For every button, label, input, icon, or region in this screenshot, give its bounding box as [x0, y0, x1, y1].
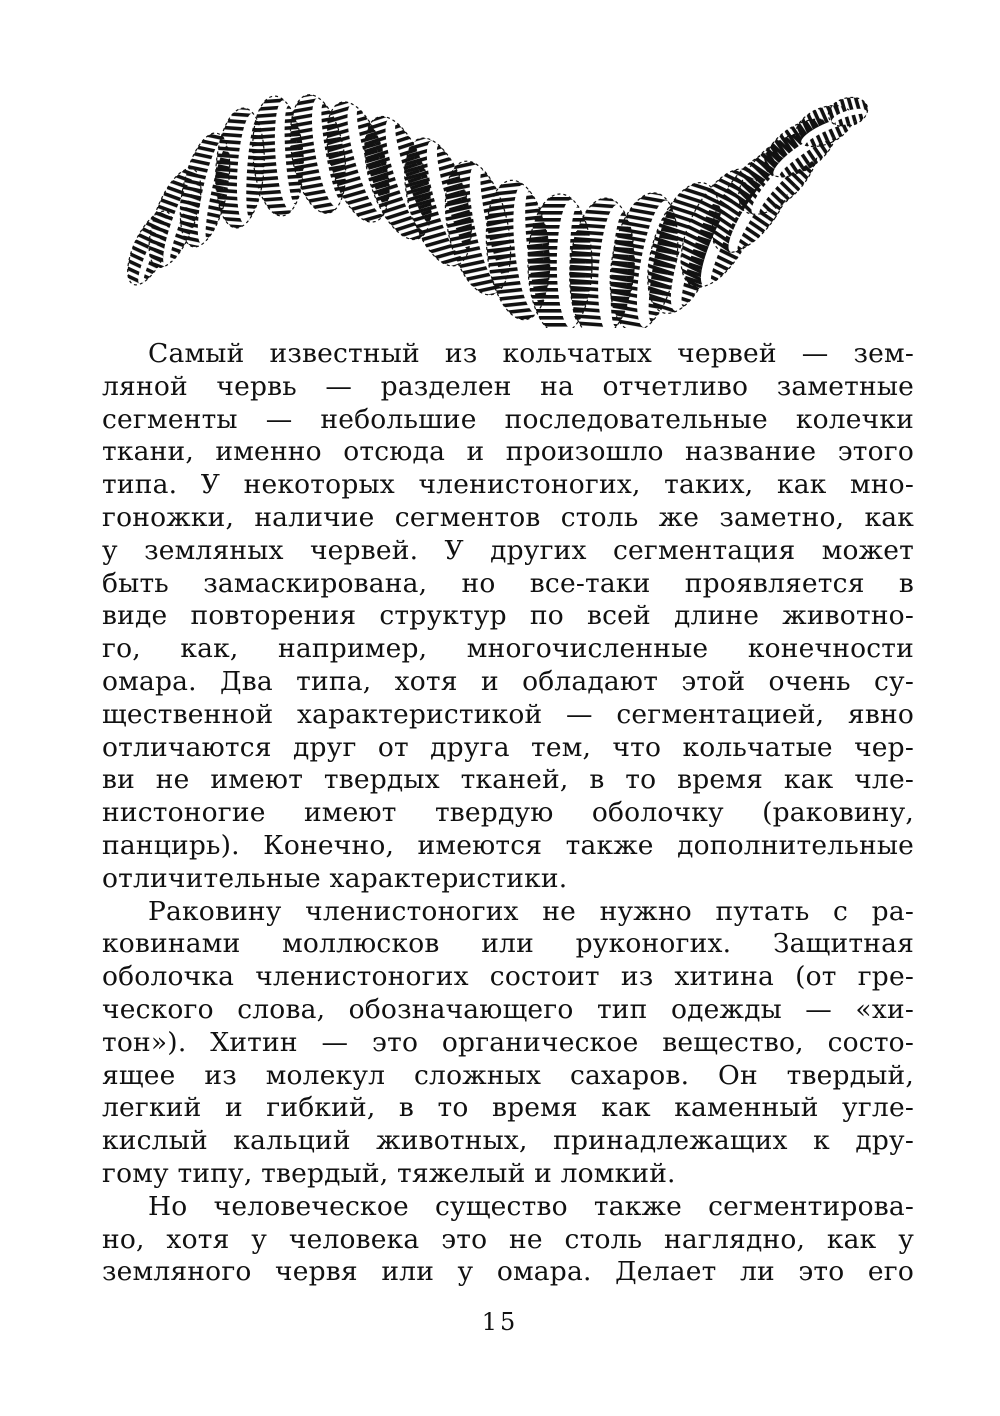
text-line: отличаются друг от друга тем, что кольчатые чер-: [102, 731, 914, 763]
text-line: типа. У некоторых членистоногих, таких, как мно-: [102, 469, 914, 501]
worm-segments: [120, 90, 871, 328]
text-line: тон»). Хитин — это органическое вещество, состо-: [102, 1026, 914, 1058]
text-line: ческого слова, обозначающего тип одежды — «хи-: [102, 993, 914, 1025]
text-line: Раковину членистоногих не нужно путать с ра-: [148, 895, 914, 927]
text-line: омара. Два типа, хотя и обладают этой очень су-: [102, 665, 914, 697]
text-line: гому типу, твердый, тяжелый и ломкий.: [102, 1157, 676, 1189]
text-line: ляной червь — разделен на отчетливо заметные: [102, 370, 914, 402]
text-line: ковинами моллюсков или руконогих. Защитная: [102, 928, 914, 960]
text-line: кислый кальций животных, принадлежащих к дру-: [102, 1125, 914, 1157]
text-line: ткани, именно отсюда и произошло название этого: [102, 436, 914, 468]
text-line: у земляных червей. У других сегментация может: [102, 534, 914, 566]
text-line: ящее из молекул сложных сахаров. Он твердый,: [102, 1059, 914, 1091]
text-line: панцирь). Конечно, имеются также дополнительные: [102, 829, 914, 861]
text-line: легкий и гибкий, в то время как каменный угле-: [102, 1092, 914, 1124]
text-line: ви не имеют твердых тканей, в то время как чле-: [102, 764, 914, 796]
text-line: го, как, например, многочисленные конечности: [102, 633, 914, 665]
text-line: виде повторения структур по всей длине животно-: [102, 600, 914, 632]
text-line: щественной характеристикой — сегментацией, явно: [102, 698, 914, 730]
text-line: гоножки, наличие сегментов столь же заметно, как: [102, 501, 914, 533]
text-line: земляного червя или у омара. Делает ли это его: [102, 1256, 914, 1288]
text-line: но, хотя у человека это не столь наглядно, как у: [102, 1223, 914, 1255]
page-number: 15: [481, 1308, 519, 1336]
text-line: отличительные характеристики.: [102, 862, 568, 894]
text-line: быть замаскирована, но все-таки проявляется в: [102, 567, 914, 599]
body-text: [102, 338, 914, 1289]
text-line: оболочка членистоногих состоит из хитина (от гре-: [102, 961, 914, 993]
text-line: Но человеческое существо также сегментирова-: [148, 1190, 914, 1222]
text-line: сегменты — небольшие последовательные колечки: [102, 403, 914, 435]
text-line: нистоногие имеют твердую оболочку (раковину,: [102, 797, 914, 829]
text-line: Самый известный из кольчатых червей — зем-: [148, 338, 914, 369]
segmented-worm-illustration: [120, 78, 890, 328]
